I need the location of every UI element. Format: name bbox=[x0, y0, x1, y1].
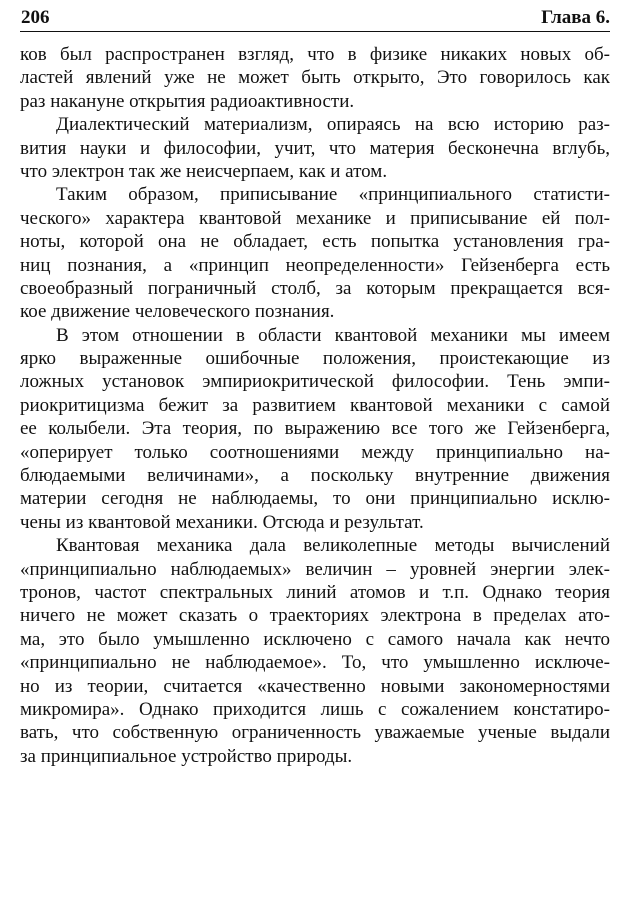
text-line: Квантовая механика дала великолепные методы вычислений bbox=[56, 535, 610, 557]
text-line: Диалектический материализм, опираясь на всю историю раз- bbox=[56, 114, 610, 136]
text-line: микромира». Однако приходится лишь с сожалением констатиро- bbox=[20, 698, 610, 720]
text-line: ма, это было умышленно исключено с самого начала как нечто bbox=[20, 628, 610, 650]
running-header bbox=[20, 5, 610, 32]
text-line: ков был распространен взгляд, что в физике никаких новых об- bbox=[20, 44, 610, 65]
text-line: «принципиально наблюдаемых» величин – уровней энергии элек- bbox=[20, 558, 610, 580]
text-line: ческого» характера квантовой механике и приписывание ей пол- bbox=[20, 207, 610, 229]
text-line: за принципиальное устройство природы. bbox=[20, 745, 353, 767]
text-line: ниц познания, а «принцип неопределенности» Гейзенберга есть bbox=[20, 254, 610, 276]
text-line: ярко выраженные ошибочные положения, проистекающие из bbox=[20, 348, 610, 370]
text-line: что электрон так же неисчерпаем, как и атом. bbox=[20, 160, 388, 182]
text-line: кое движение человеческого познания. bbox=[20, 301, 335, 323]
text-line: «оперирует только соотношениями между принципиально на- bbox=[20, 441, 610, 463]
paragraph bbox=[20, 324, 610, 535]
text-line: вать, что собственную ограниченность уважаемые ученые выдали bbox=[20, 722, 610, 744]
text-line: ноты, которой она не обладает, есть попытка установления гра- bbox=[20, 231, 610, 253]
paragraph bbox=[20, 43, 610, 113]
text-line: ластей явлений уже не может быть открыто, Это говорилось как bbox=[20, 67, 610, 89]
text-line: тронов, частот спектральных линий атомов и т.п. Однако теория bbox=[20, 581, 610, 603]
text-line: раз накануне открытия радиоактивности. bbox=[20, 90, 355, 112]
text-line: риокритицизма бежит за развитием квантовой механики с самой bbox=[20, 394, 610, 416]
body-text bbox=[20, 43, 610, 768]
text-line: своеобразный пограничный столб, за которым прекращается вся- bbox=[20, 277, 610, 299]
page-number: 206 bbox=[21, 7, 50, 28]
text-line: чены из квантовой механики. Отсюда и результат. bbox=[20, 511, 424, 533]
text-line: «принципиально не наблюдаемое». То, что умышленно исключе- bbox=[20, 652, 610, 674]
paragraph bbox=[20, 113, 610, 183]
text-line: ее колыбели. Эта теория, по выражению все того же Гейзенберга, bbox=[20, 418, 610, 440]
chapter-title: Глава 6. bbox=[541, 7, 610, 28]
text-line: блюдаемыми величинами», а поскольку внутренние движения bbox=[20, 465, 610, 487]
text-line: но из теории, считается «качественно новыми закономерностями bbox=[20, 675, 610, 697]
text-line: вития науки и философии, учит, что материя бесконечна вглубь, bbox=[20, 137, 610, 159]
text-line: ложных установок эмпириокритической философии. Тень эмпи- bbox=[20, 371, 610, 393]
paragraph bbox=[20, 183, 610, 323]
text-line: материи сегодня не наблюдаемы, то они принципиально исклю- bbox=[20, 488, 610, 510]
text-line: В этом отношении в области квантовой механики мы имеем bbox=[56, 324, 610, 346]
text-line: ничего не может сказать о траекториях электрона в пределах ато- bbox=[20, 605, 610, 627]
text-line: Таким образом, приписывание «принципиального статисти- bbox=[56, 184, 610, 206]
paragraph bbox=[20, 534, 610, 768]
